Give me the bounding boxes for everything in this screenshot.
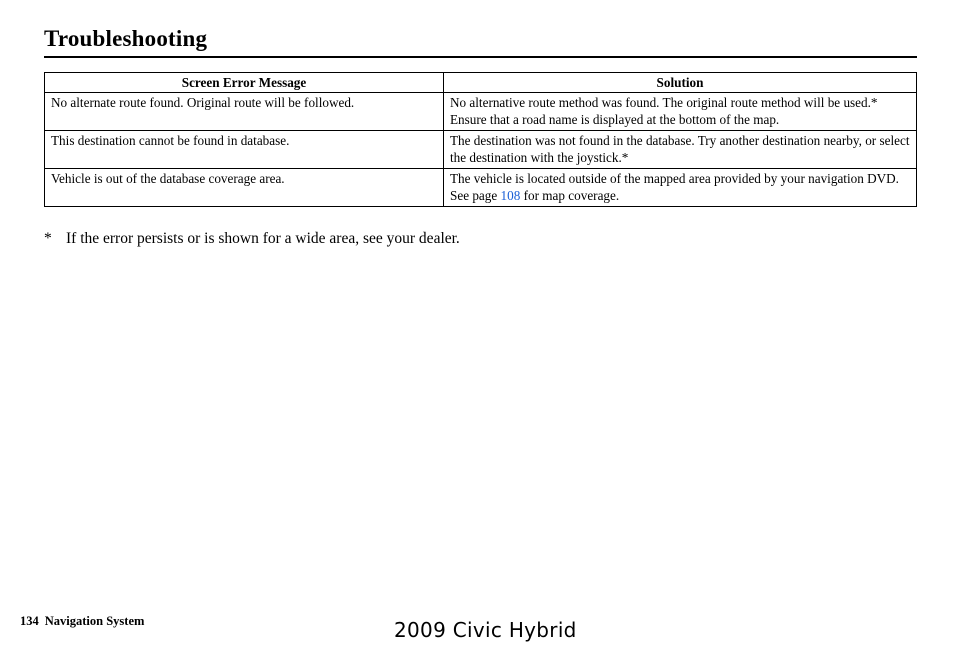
solution-cell <box>444 169 917 207</box>
error-message-cell: Vehicle is out of the database coverage area. <box>45 169 444 207</box>
table-row <box>45 131 917 169</box>
page-title: Troubleshooting <box>44 26 208 51</box>
solution-text <box>450 94 910 111</box>
page-footer <box>20 614 144 629</box>
solution-cell <box>444 131 917 169</box>
page-reference-link[interactable]: 108 <box>500 188 521 203</box>
footnote <box>44 230 460 248</box>
error-message-table <box>44 72 917 207</box>
page-number: 134 <box>20 614 39 628</box>
footnote-mark: * <box>44 230 52 247</box>
watermark-text: 2009 Civic Hybrid <box>394 618 577 642</box>
footnote-text: If the error persists or is shown for a wide area, see your dealer. <box>66 230 460 247</box>
table-header-row <box>45 73 917 93</box>
solution-line: nearby, or select the destination with the joystick.* <box>450 133 910 165</box>
table-row <box>45 169 917 207</box>
solution-line: The destination was not found in the database. Try another destination <box>450 133 821 148</box>
solution-line: used.* <box>843 95 878 110</box>
error-message-cell: This destination cannot be found in database. <box>45 131 444 169</box>
solution-text <box>450 170 910 204</box>
solution-text <box>450 132 910 166</box>
solution-line: The vehicle is located outside of the mapped area provided by your <box>450 171 805 186</box>
solution-cell <box>444 93 917 131</box>
title-divider <box>44 56 917 58</box>
solution-line: for map coverage. <box>520 188 620 203</box>
error-message-cell: No alternate route found. Original route will be followed. <box>45 93 444 131</box>
solution-line: Ensure that a road name is displayed at the bottom of the map. <box>450 112 780 127</box>
footer-section-title: Navigation System <box>44 614 145 628</box>
table-row <box>45 93 917 131</box>
solution-line: navigation DVD. See page <box>450 171 899 203</box>
solution-line: No alternative route method was found. The original route method will be <box>450 95 841 110</box>
header-solution: Solution <box>444 73 917 93</box>
header-screen-error-message: Screen Error Message <box>45 73 444 93</box>
